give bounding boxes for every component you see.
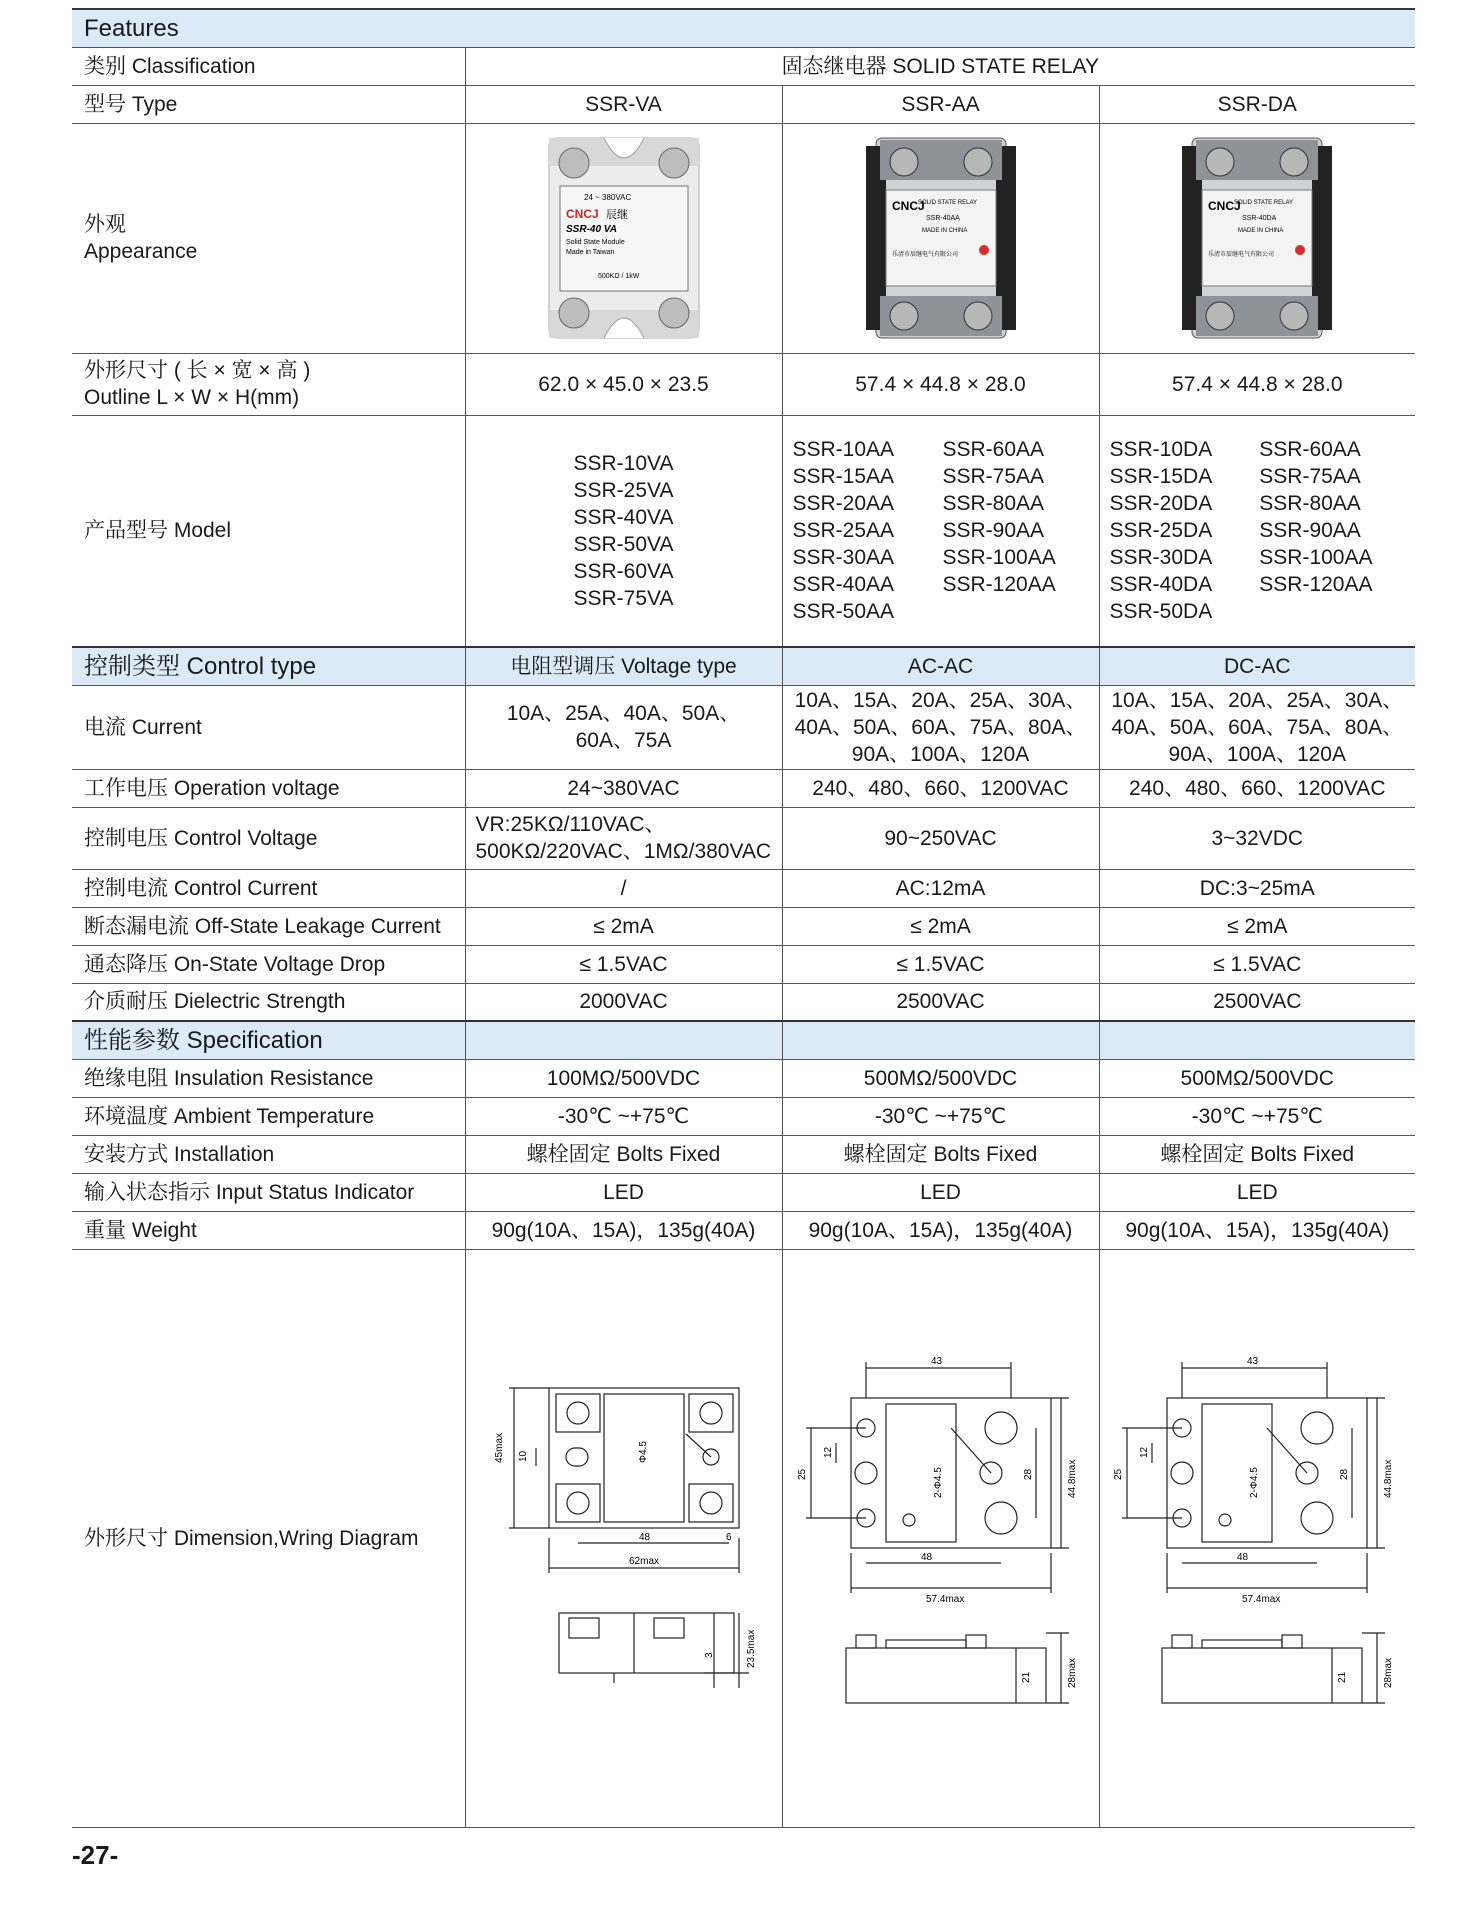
dielectric-row bbox=[72, 983, 1415, 1021]
aa-photo-brand: CNCJ bbox=[891, 199, 925, 213]
aa-photo-line2: 乐清市辰继电气有限公司 bbox=[891, 252, 958, 258]
va-dim-3: 3 bbox=[703, 1652, 715, 1658]
appearance-label-en: Appearance bbox=[84, 240, 198, 263]
operation-voltage-aa: 240、480、660、1200VAC bbox=[782, 769, 1099, 807]
row-label: 控制电流 Control Current bbox=[72, 869, 465, 907]
da-photo-title: SOLID STATE RELAY bbox=[1234, 200, 1294, 206]
leakage-aa: ≤ 2mA bbox=[782, 907, 1099, 945]
aa-photo-model: SSR-40AA bbox=[925, 215, 960, 222]
voltage-drop-row bbox=[72, 945, 1415, 983]
row-label bbox=[72, 353, 465, 415]
model-row bbox=[72, 415, 1415, 647]
operation-voltage-da: 240、480、660、1200VAC bbox=[1099, 769, 1415, 807]
outline-da: 57.4 × 44.8 × 28.0 bbox=[1099, 353, 1415, 415]
va-photo-model: SSR-40 VA bbox=[565, 224, 617, 235]
voltage-drop-da: ≤ 1.5VAC bbox=[1099, 945, 1415, 983]
va-dim-hole: Φ4.5 bbox=[637, 1441, 649, 1463]
control-type-row bbox=[72, 647, 1415, 685]
classification-row bbox=[72, 47, 1415, 85]
row-label: 型号 Type bbox=[72, 85, 465, 123]
control-voltage-aa: 90~250VAC bbox=[782, 807, 1099, 869]
aa-dim-574: 57.4max bbox=[925, 1594, 964, 1605]
appearance-aa bbox=[782, 123, 1099, 353]
current-row bbox=[72, 685, 1415, 769]
features-header-row bbox=[72, 9, 1415, 47]
da-dimension-drawing bbox=[1107, 1348, 1407, 1728]
insulation-aa: 500MΩ/500VDC bbox=[782, 1059, 1099, 1097]
aa-dim-hole: 2-Φ4.5 bbox=[932, 1467, 944, 1498]
weight-row bbox=[72, 1211, 1415, 1249]
va-dim-6: 6 bbox=[725, 1532, 732, 1543]
ambient-da: -30℃ ~+75℃ bbox=[1099, 1097, 1415, 1135]
control-type-da: DC-AC bbox=[1099, 647, 1415, 685]
indicator-va: LED bbox=[465, 1173, 782, 1211]
da-photo-line1: MADE IN CHINA bbox=[1238, 228, 1284, 234]
specification-header-row bbox=[72, 1021, 1415, 1059]
dielectric-da: 2500VAC bbox=[1099, 983, 1415, 1021]
control-voltage-da: 3~32VDC bbox=[1099, 807, 1415, 869]
insulation-row bbox=[72, 1059, 1415, 1097]
current-va: 10A、25A、40A、50A、 60A、75A bbox=[465, 685, 782, 769]
row-label: 控制电压 Control Voltage bbox=[72, 807, 465, 869]
model-aa-cell bbox=[782, 415, 1099, 647]
type-va: SSR-VA bbox=[465, 85, 782, 123]
outline-aa: 57.4 × 44.8 × 28.0 bbox=[782, 353, 1099, 415]
row-label: 通态降压 On-State Voltage Drop bbox=[72, 945, 465, 983]
leakage-va: ≤ 2mA bbox=[465, 907, 782, 945]
aa-dim-448: 44.8max bbox=[1066, 1459, 1078, 1498]
da-dim-21: 21 bbox=[1337, 1671, 1349, 1683]
control-current-da: DC:3~25mA bbox=[1099, 869, 1415, 907]
model-aa-list-1: SSR-10AA SSR-15AA SSR-20AA SSR-25AA SSR-30AA SSR-40AA SSR-50AA bbox=[792, 438, 895, 624]
specification-heading: 性能参数 Specification bbox=[72, 1021, 465, 1059]
spec-table bbox=[72, 8, 1415, 1828]
weight-aa: 90g(10A、15A)，135g(40A) bbox=[782, 1211, 1099, 1249]
row-label: 输入状态指示 Input Status Indicator bbox=[72, 1173, 465, 1211]
ssr-va-photo bbox=[544, 128, 704, 348]
weight-va: 90g(10A、15A)，135g(40A) bbox=[465, 1211, 782, 1249]
row-label: 绝缘电阻 Insulation Resistance bbox=[72, 1059, 465, 1097]
va-photo-line1: Solid State Module bbox=[565, 239, 625, 246]
leakage-row bbox=[72, 907, 1415, 945]
dimension-row bbox=[72, 1249, 1415, 1827]
da-dim-28max: 28max bbox=[1383, 1657, 1395, 1688]
voltage-drop-aa: ≤ 1.5VAC bbox=[782, 945, 1099, 983]
model-da-list-1: SSR-10DA SSR-15DA SSR-20DA SSR-25DA SSR-30DA SSR-40DA SSR-50DA bbox=[1109, 438, 1213, 624]
dimension-da bbox=[1099, 1249, 1415, 1827]
va-photo-brand-cn: 辰继 bbox=[605, 209, 628, 221]
row-label: 控制类型 Control type bbox=[72, 647, 465, 685]
current-aa: 10A、15A、20A、25A、30A、 40A、50A、60A、75A、80A、 90A、100A、120A bbox=[782, 685, 1099, 769]
dielectric-aa: 2500VAC bbox=[782, 983, 1099, 1021]
ambient-row bbox=[72, 1097, 1415, 1135]
insulation-va: 100MΩ/500VDC bbox=[465, 1059, 782, 1097]
page-number: -27- bbox=[72, 1840, 119, 1870]
va-photo-brand: CNCJ bbox=[565, 207, 599, 221]
da-dim-48: 48 bbox=[1237, 1552, 1249, 1563]
model-da-list-2: SSR-60AA SSR-75AA SSR-80AA SSR-90AA SSR-100AA SSR-120AA bbox=[1259, 438, 1373, 597]
row-label: 断态漏电流 Off-State Leakage Current bbox=[72, 907, 465, 945]
outline-va: 62.0 × 45.0 × 23.5 bbox=[465, 353, 782, 415]
aa-photo-title: SOLID STATE RELAY bbox=[917, 200, 977, 206]
row-label: 外形尺寸 Dimension,Wring Diagram bbox=[72, 1249, 465, 1827]
row-label: 安装方式 Installation bbox=[72, 1135, 465, 1173]
va-photo-bottom-text: 500KΩ / 1kW bbox=[597, 273, 639, 280]
row-label: 介质耐压 Dielectric Strength bbox=[72, 983, 465, 1021]
va-dim-10: 10 bbox=[517, 1450, 529, 1462]
da-dim-574: 57.4max bbox=[1242, 1594, 1281, 1605]
aa-dim-25: 25 bbox=[796, 1468, 808, 1480]
installation-da: 螺栓固定 Bolts Fixed bbox=[1099, 1135, 1415, 1173]
va-dim-48: 48 bbox=[638, 1532, 650, 1543]
va-photo-top-text: 24 ~ 380VAC bbox=[583, 193, 631, 202]
installation-va: 螺栓固定 Bolts Fixed bbox=[465, 1135, 782, 1173]
control-current-row bbox=[72, 869, 1415, 907]
va-dim-23: 23.5max bbox=[745, 1629, 757, 1668]
aa-dim-28max: 28max bbox=[1066, 1657, 1078, 1688]
classification-value: 固态继电器 SOLID STATE RELAY bbox=[465, 47, 1415, 85]
type-row bbox=[72, 85, 1415, 123]
row-label: 工作电压 Operation voltage bbox=[72, 769, 465, 807]
da-dim-25: 25 bbox=[1113, 1468, 1125, 1480]
indicator-row bbox=[72, 1173, 1415, 1211]
control-voltage-row bbox=[72, 807, 1415, 869]
dimension-aa bbox=[782, 1249, 1099, 1827]
outline-label-cn: 外形尺寸 ( 长 × 宽 × 高 ) bbox=[84, 359, 311, 382]
appearance-label-cn: 外观 bbox=[84, 213, 126, 236]
model-va-list: SSR-10VA SSR-25VA SSR-40VA SSR-50VA SSR-60VA SSR-75VA bbox=[465, 415, 782, 647]
ambient-aa: -30℃ ~+75℃ bbox=[782, 1097, 1099, 1135]
model-aa-list-2: SSR-60AA SSR-75AA SSR-80AA SSR-90AA SSR-100AA SSR-120AA bbox=[942, 438, 1056, 597]
weight-da: 90g(10A、15A)，135g(40A) bbox=[1099, 1211, 1415, 1249]
installation-row bbox=[72, 1135, 1415, 1173]
leakage-da: ≤ 2mA bbox=[1099, 907, 1415, 945]
voltage-drop-va: ≤ 1.5VAC bbox=[465, 945, 782, 983]
row-label bbox=[72, 123, 465, 353]
aa-photo-line1: MADE IN CHINA bbox=[921, 228, 967, 234]
spec-sheet bbox=[72, 8, 1415, 1828]
installation-aa: 螺栓固定 Bolts Fixed bbox=[782, 1135, 1099, 1173]
aa-dim-21: 21 bbox=[1020, 1671, 1032, 1683]
aa-dim-48: 48 bbox=[920, 1552, 932, 1563]
ambient-va: -30℃ ~+75℃ bbox=[465, 1097, 782, 1135]
control-type-va: 电阻型调压 Voltage type bbox=[465, 647, 782, 685]
indicator-aa: LED bbox=[782, 1173, 1099, 1211]
features-heading: Features bbox=[72, 9, 1415, 47]
row-label: 重量 Weight bbox=[72, 1211, 465, 1249]
aa-dim-43: 43 bbox=[930, 1356, 942, 1367]
insulation-da: 500MΩ/500VDC bbox=[1099, 1059, 1415, 1097]
da-dim-hole: 2-Φ4.5 bbox=[1249, 1467, 1261, 1498]
type-aa: SSR-AA bbox=[782, 85, 1099, 123]
operation-voltage-row bbox=[72, 769, 1415, 807]
indicator-da: LED bbox=[1099, 1173, 1415, 1211]
da-dim-43: 43 bbox=[1247, 1356, 1259, 1367]
model-da-cell bbox=[1099, 415, 1415, 647]
da-dim-448: 44.8max bbox=[1383, 1459, 1395, 1498]
control-current-aa: AC:12mA bbox=[782, 869, 1099, 907]
row-label: 类别 Classification bbox=[72, 47, 465, 85]
va-dimension-drawing bbox=[474, 1368, 774, 1708]
va-dim-62: 62max bbox=[628, 1556, 659, 1567]
aa-dimension-drawing bbox=[791, 1348, 1091, 1728]
da-photo-brand: CNCJ bbox=[1208, 199, 1241, 213]
appearance-va bbox=[465, 123, 782, 353]
row-label: 电流 Current bbox=[72, 685, 465, 769]
dielectric-va: 2000VAC bbox=[465, 983, 782, 1021]
appearance-da bbox=[1099, 123, 1415, 353]
ssr-aa-photo bbox=[856, 128, 1026, 348]
row-label: 产品型号 Model bbox=[72, 415, 465, 647]
control-current-va: / bbox=[465, 869, 782, 907]
aa-dim-28: 28 bbox=[1022, 1468, 1034, 1480]
control-type-aa: AC-AC bbox=[782, 647, 1099, 685]
da-dim-12: 12 bbox=[1139, 1446, 1151, 1458]
va-dim-height: 45max bbox=[493, 1432, 505, 1463]
ssr-da-photo bbox=[1172, 128, 1342, 348]
outline-row bbox=[72, 353, 1415, 415]
control-voltage-va: VR:25KΩ/110VAC、 500KΩ/220VAC、1MΩ/380VAC bbox=[465, 807, 782, 869]
da-photo-line2: 乐清市辰继电气有限公司 bbox=[1208, 252, 1275, 258]
row-label: 环境温度 Ambient Temperature bbox=[72, 1097, 465, 1135]
da-photo-model: SSR-40DA bbox=[1242, 215, 1277, 222]
va-photo-line2: Made in Taiwan bbox=[565, 249, 615, 256]
outline-label-en: Outline L × W × H(mm) bbox=[84, 386, 300, 409]
da-dim-28: 28 bbox=[1339, 1468, 1351, 1480]
aa-dim-12: 12 bbox=[822, 1446, 834, 1458]
current-da: 10A、15A、20A、25A、30A、 40A、50A、60A、75A、80A、 90A、100A、120A bbox=[1099, 685, 1415, 769]
dimension-va bbox=[465, 1249, 782, 1827]
appearance-row bbox=[72, 123, 1415, 353]
type-da: SSR-DA bbox=[1099, 85, 1415, 123]
operation-voltage-va: 24~380VAC bbox=[465, 769, 782, 807]
